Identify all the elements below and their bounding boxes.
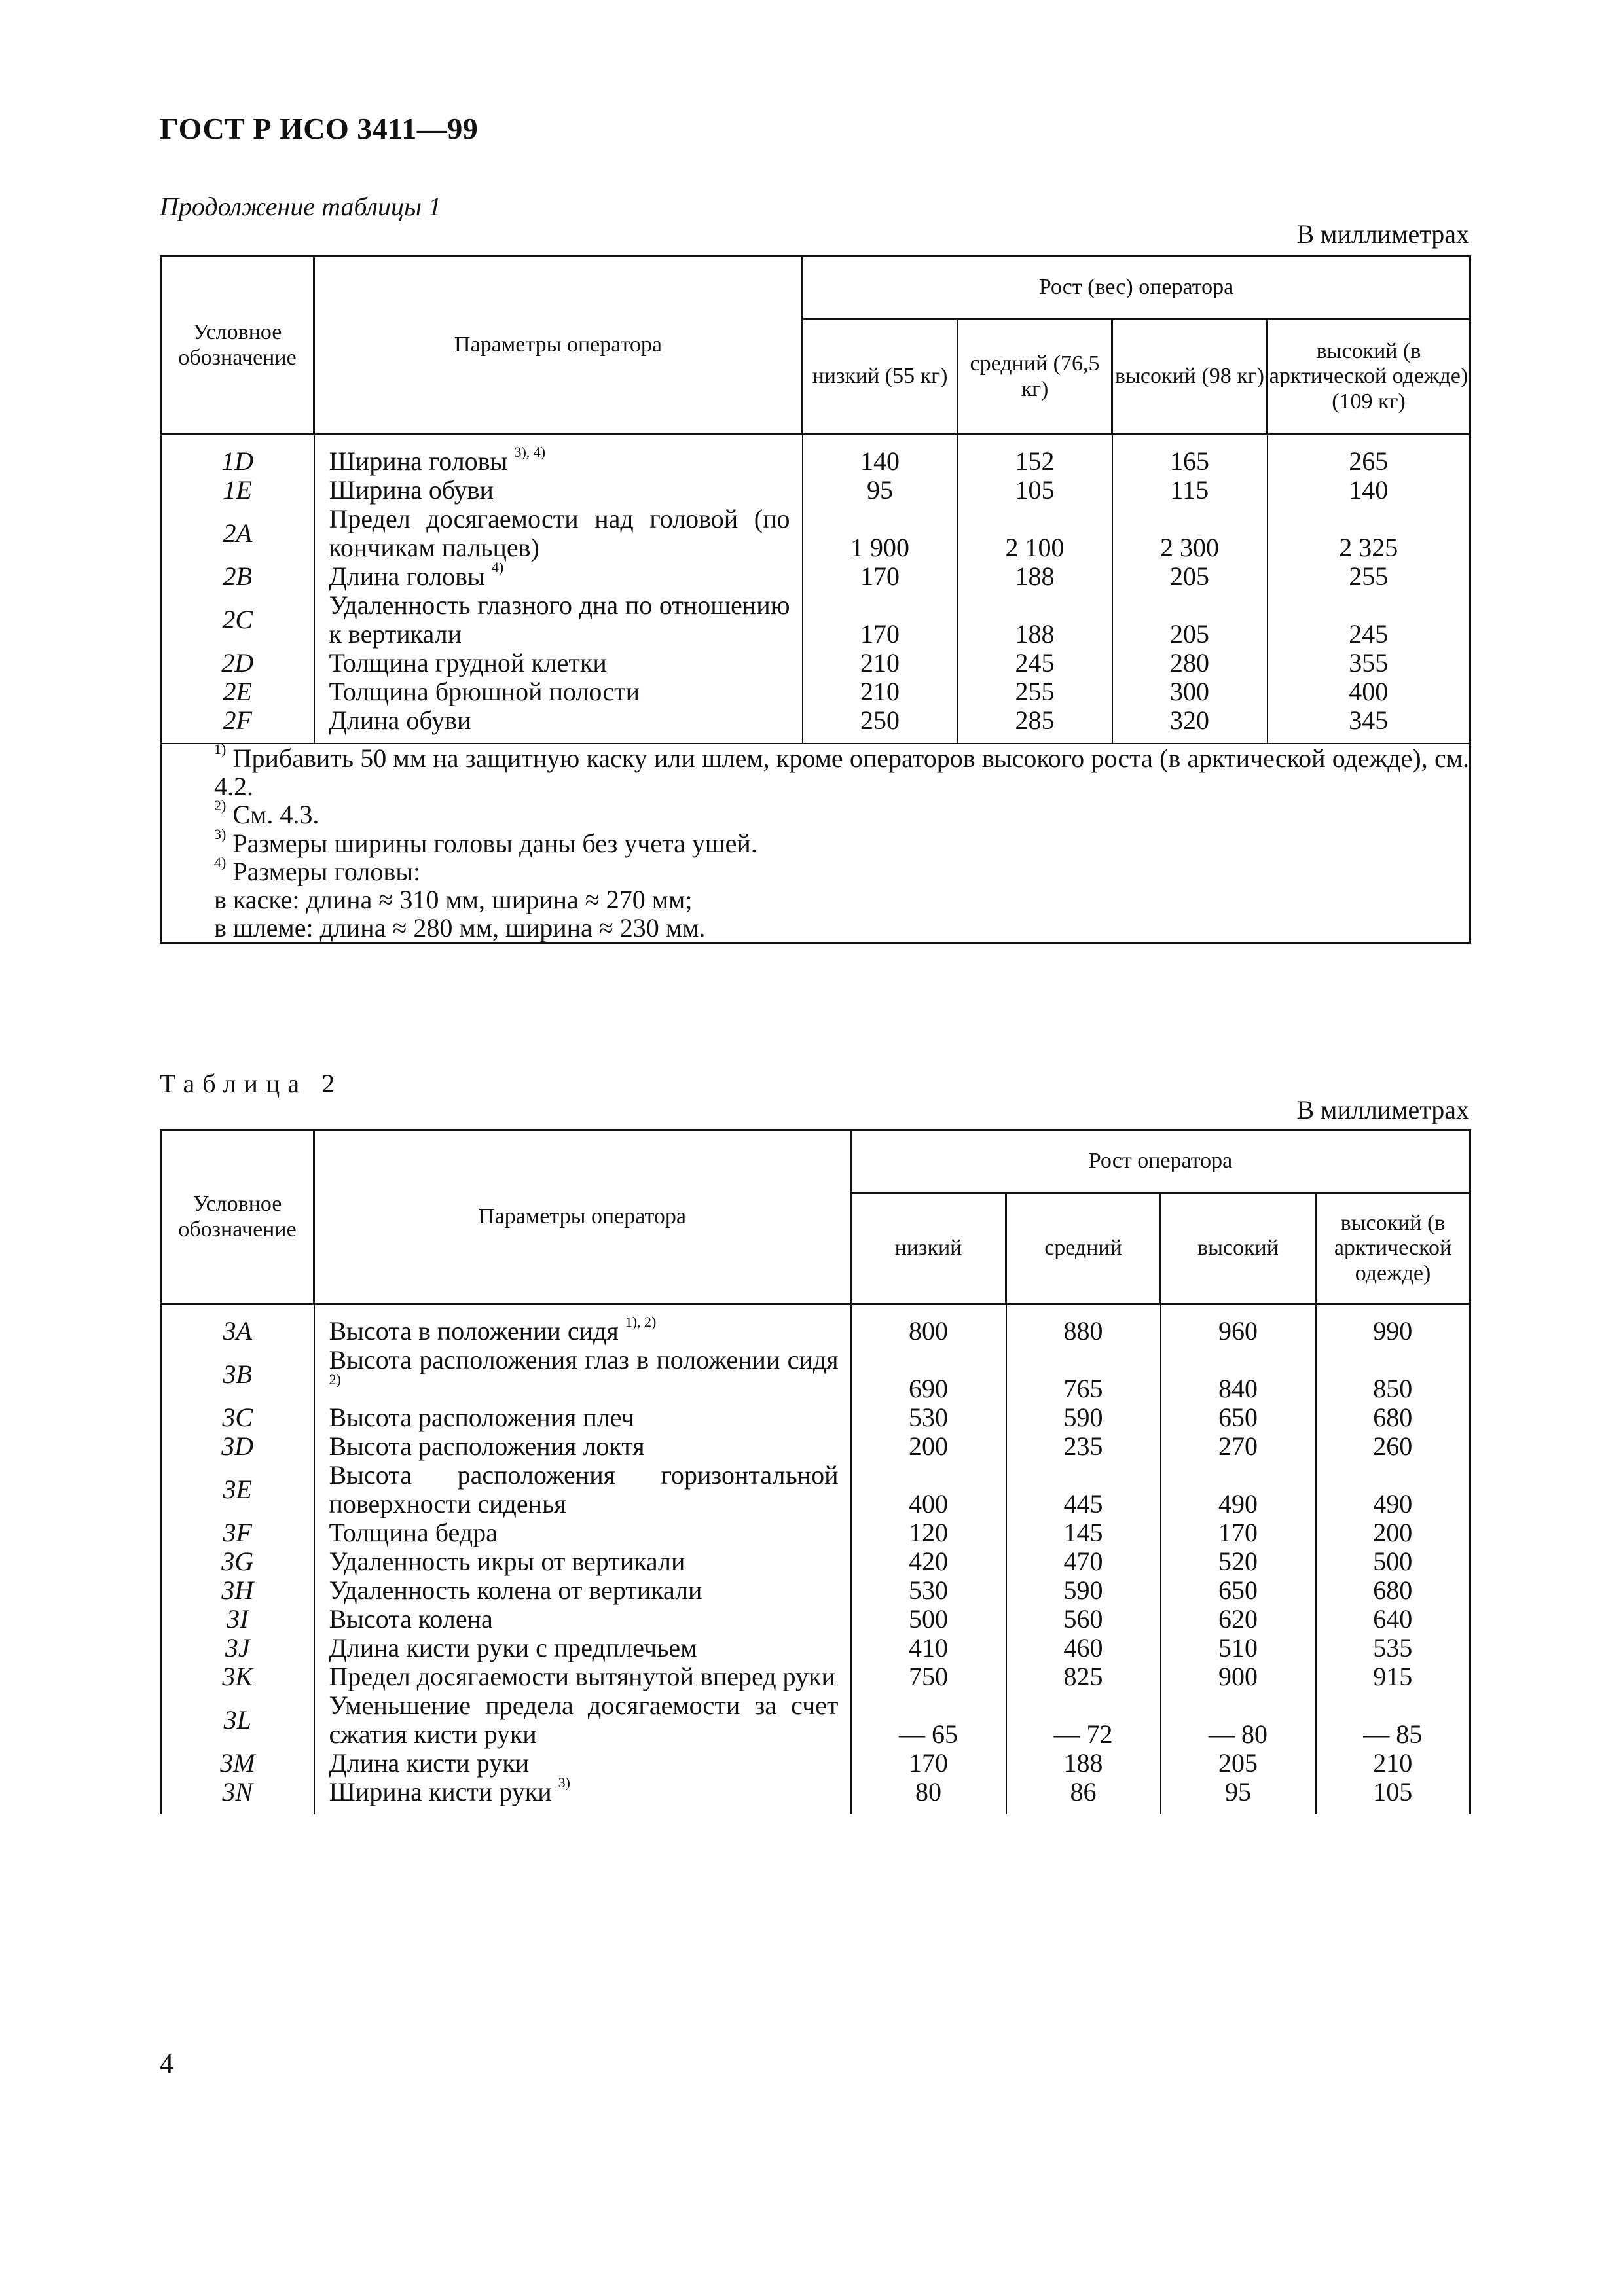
document-header: ГОСТ Р ИСО 3411—99 — [160, 112, 479, 145]
table1 — [160, 255, 1471, 944]
parameter-text: Предел досягаемости над головой (по кончикам пальцев) — [329, 504, 790, 562]
value-cell: 210 — [803, 677, 958, 706]
parameter-text: Удаленность колена от вертикали — [329, 1575, 702, 1605]
value-cell: 690 — [851, 1346, 1006, 1403]
table-row — [161, 677, 1470, 706]
value-cell: 105 — [958, 476, 1112, 505]
value-cell: 765 — [1006, 1346, 1161, 1403]
value-cell: 420 — [851, 1547, 1006, 1576]
value-cell: — 72 — [1006, 1691, 1161, 1749]
table1-caption: Продолжение таблицы 1 — [160, 192, 442, 221]
value-cell: 95 — [1161, 1778, 1316, 1814]
parameter-cell — [314, 476, 803, 505]
value-cell: 2 300 — [1112, 505, 1267, 562]
table-row — [161, 1605, 1470, 1634]
table2-subcol-header: высокий (в арктической одежде) — [1316, 1193, 1470, 1304]
parameter-text: Предел досягаемости вытянутой вперед руки — [329, 1662, 835, 1691]
value-cell: 140 — [803, 435, 958, 476]
table1-code-header: Условное обозначение — [161, 257, 314, 435]
value-cell: 750 — [851, 1662, 1006, 1691]
parameter-text: Уменьшение предела досягаемости за счет сжатия кисти руки — [329, 1691, 839, 1749]
table-row — [161, 505, 1470, 562]
parameter-text: Высота расположения горизонтальной поверхности сиденья — [329, 1460, 839, 1518]
footnote-1: $^{1)}$ Прибавить 50 мм на защитную каску или шлем, кроме операторов высокого роста (в арктической одежде), см. 4.2. — [214, 741, 1470, 802]
table-row — [161, 1346, 1470, 1403]
designation-cell: 3B — [161, 1346, 314, 1403]
table2-code-header: Условное обозначение — [161, 1130, 314, 1304]
parameter-cell — [314, 1691, 851, 1749]
parameter-cell — [314, 435, 803, 476]
value-cell: 915 — [1316, 1662, 1470, 1691]
parameter-text: Ширина обуви — [329, 475, 494, 505]
parameter-cell — [314, 1749, 851, 1778]
footnote-ref: 2) — [329, 1371, 341, 1388]
designation-cell: 1D — [161, 435, 314, 476]
parameter-cell — [314, 1304, 851, 1346]
value-cell: 188 — [958, 562, 1112, 591]
value-cell: 345 — [1267, 706, 1470, 744]
footnote-ref: 4) — [491, 559, 504, 575]
footnote-4-line-1: в каске: длина ≈ 310 мм, ширина ≈ 270 мм; — [214, 884, 693, 914]
parameter-text: Длина кисти руки с предплечьем — [329, 1633, 697, 1662]
table-row — [161, 435, 1470, 476]
table2-subcol-header: средний — [1006, 1193, 1161, 1304]
designation-cell: 3H — [161, 1576, 314, 1605]
parameter-cell — [314, 1576, 851, 1605]
parameter-cell — [314, 559, 803, 591]
value-cell: 255 — [1267, 562, 1470, 591]
designation-cell: 2D — [161, 649, 314, 677]
table-row — [161, 1691, 1470, 1749]
table-row — [161, 1304, 1470, 1346]
value-cell: 245 — [1267, 591, 1470, 649]
value-cell: 990 — [1316, 1304, 1470, 1346]
value-cell: 1 900 — [803, 505, 958, 562]
designation-cell: 3C — [161, 1403, 314, 1432]
designation-cell: 3M — [161, 1749, 314, 1778]
value-cell: 880 — [1006, 1304, 1161, 1346]
table1-group-header: Рост (вес) оператора — [803, 257, 1470, 319]
parameter-text: Высота колена — [329, 1604, 493, 1634]
designation-cell: 3D — [161, 1432, 314, 1461]
parameter-text: Длина головы — [329, 562, 485, 591]
value-cell: 500 — [1316, 1547, 1470, 1576]
designation-cell: 3N — [161, 1778, 314, 1814]
table-row — [161, 1403, 1470, 1432]
value-cell: 200 — [851, 1432, 1006, 1461]
parameter-text: Удаленность икры от вертикали — [329, 1547, 685, 1576]
value-cell: 680 — [1316, 1403, 1470, 1432]
value-cell: 400 — [1267, 677, 1470, 706]
value-cell: 120 — [851, 1518, 1006, 1547]
designation-cell: 1E — [161, 476, 314, 505]
value-cell: 825 — [1006, 1662, 1161, 1691]
footnote-ref: 3), 4) — [514, 444, 546, 460]
value-cell: 86 — [1006, 1778, 1161, 1814]
value-cell: 680 — [1316, 1576, 1470, 1605]
value-cell: 445 — [1006, 1461, 1161, 1518]
table-row — [161, 1662, 1470, 1691]
parameter-text: Высота расположения глаз в положении сидя — [329, 1345, 839, 1374]
parameter-cell — [314, 591, 803, 649]
value-cell: 590 — [1006, 1403, 1161, 1432]
value-cell: 520 — [1161, 1547, 1316, 1576]
designation-cell: 3K — [161, 1662, 314, 1691]
value-cell: 205 — [1112, 562, 1267, 591]
table1-subcol-header: низкий (55 кг) — [803, 319, 958, 435]
footnote-ref: 3) — [558, 1774, 570, 1791]
parameter-cell — [314, 1461, 851, 1518]
table-row — [161, 1778, 1470, 1814]
value-cell: 210 — [1316, 1749, 1470, 1778]
value-cell: 205 — [1161, 1749, 1316, 1778]
value-cell: 560 — [1006, 1605, 1161, 1634]
table2-body — [161, 1304, 1470, 1815]
footnote-ref: 1), 2) — [625, 1314, 657, 1330]
designation-cell: 3I — [161, 1605, 314, 1634]
table2 — [160, 1129, 1471, 1814]
designation-cell: 2A — [161, 505, 314, 562]
value-cell: 270 — [1161, 1432, 1316, 1461]
value-cell: 170 — [803, 562, 958, 591]
parameter-text: Высота расположения плеч — [329, 1403, 634, 1432]
value-cell: 320 — [1112, 706, 1267, 744]
table1-units: В миллиметрах — [1296, 219, 1469, 249]
parameter-cell — [314, 1634, 851, 1662]
designation-cell: 2B — [161, 562, 314, 591]
parameter-cell — [314, 505, 803, 562]
value-cell: 80 — [851, 1778, 1006, 1814]
table1-param-header: Параметры оператора — [314, 257, 803, 435]
parameter-text: Ширина кисти руки — [329, 1777, 552, 1806]
parameter-cell — [314, 1774, 851, 1814]
value-cell: 400 — [851, 1461, 1006, 1518]
footnote-4: $^{4)}$ Размеры головы: — [214, 853, 421, 886]
value-cell: 960 — [1161, 1304, 1316, 1346]
value-cell: 300 — [1112, 677, 1267, 706]
parameter-cell — [314, 1662, 851, 1691]
table1-notes — [161, 741, 1470, 943]
table1-subcol-header: высокий (98 кг) — [1112, 319, 1267, 435]
table-row — [161, 1634, 1470, 1662]
table-row — [161, 1547, 1470, 1576]
parameter-text: Ширина головы — [329, 446, 508, 476]
value-cell: 590 — [1006, 1576, 1161, 1605]
table-row — [161, 1518, 1470, 1547]
table1-body — [161, 435, 1470, 744]
value-cell: 2 100 — [958, 505, 1112, 562]
designation-cell: 2C — [161, 591, 314, 649]
table-row — [161, 1461, 1470, 1518]
designation-cell: 2E — [161, 677, 314, 706]
value-cell: 500 — [851, 1605, 1006, 1634]
table-row — [161, 562, 1470, 591]
value-cell: 470 — [1006, 1547, 1161, 1576]
parameter-cell — [314, 1547, 851, 1576]
parameter-text: Удаленность глазного дна по отношению к вертикали — [329, 590, 790, 649]
value-cell: 250 — [803, 706, 958, 744]
table-row — [161, 706, 1470, 744]
parameter-cell — [314, 1518, 851, 1547]
parameter-text: Высота в положении сидя — [329, 1316, 619, 1346]
table-row — [161, 1576, 1470, 1605]
value-cell: — 80 — [1161, 1691, 1316, 1749]
value-cell: 800 — [851, 1304, 1006, 1346]
parameter-cell — [314, 1432, 851, 1461]
designation-cell: 3A — [161, 1304, 314, 1346]
value-cell: 165 — [1112, 435, 1267, 476]
value-cell: — 65 — [851, 1691, 1006, 1749]
value-cell: 410 — [851, 1634, 1006, 1662]
parameter-text: Высота расположения локтя — [329, 1431, 645, 1461]
value-cell: 530 — [851, 1403, 1006, 1432]
value-cell: 900 — [1161, 1662, 1316, 1691]
designation-cell: 3L — [161, 1691, 314, 1749]
designation-cell: 3G — [161, 1547, 314, 1576]
value-cell: 245 — [958, 649, 1112, 677]
value-cell: 620 — [1161, 1605, 1316, 1634]
page-number: 4 — [160, 2049, 173, 2079]
value-cell: 145 — [1006, 1518, 1161, 1547]
value-cell: 355 — [1267, 649, 1470, 677]
parameter-cell — [314, 1605, 851, 1634]
value-cell: 650 — [1161, 1576, 1316, 1605]
parameter-cell — [314, 677, 803, 706]
table1-subcol-header: средний (76,5 кг) — [958, 319, 1112, 435]
value-cell: 255 — [958, 677, 1112, 706]
table-row — [161, 591, 1470, 649]
value-cell: 260 — [1316, 1432, 1470, 1461]
value-cell: 235 — [1006, 1432, 1161, 1461]
value-cell: 95 — [803, 476, 958, 505]
value-cell: 850 — [1316, 1346, 1470, 1403]
value-cell: 510 — [1161, 1634, 1316, 1662]
value-cell: 140 — [1267, 476, 1470, 505]
parameter-text: Длина кисти руки — [329, 1748, 530, 1778]
footnote-4-line-2: в шлеме: длина ≈ 280 мм, ширина ≈ 230 мм. — [214, 913, 706, 943]
parameter-text: Толщина брюшной полости — [329, 677, 640, 706]
table2-caption: Таблица 2 — [160, 1069, 343, 1098]
footnote-3: $^{3)}$ Размеры ширины головы даны без учета ушей. — [214, 825, 757, 858]
table2-subcol-header: высокий — [1161, 1193, 1316, 1304]
table2-param-header: Параметры оператора — [314, 1130, 851, 1304]
table-row — [161, 649, 1470, 677]
value-cell: 152 — [958, 435, 1112, 476]
parameter-text: Толщина бедра — [329, 1518, 498, 1547]
value-cell: 640 — [1316, 1605, 1470, 1634]
designation-cell: 3F — [161, 1518, 314, 1547]
value-cell: 2 325 — [1267, 505, 1470, 562]
table2-group-header: Рост оператора — [851, 1130, 1470, 1193]
value-cell: 280 — [1112, 649, 1267, 677]
value-cell: 530 — [851, 1576, 1006, 1605]
value-cell: 490 — [1316, 1461, 1470, 1518]
table2-subcol-header: низкий — [851, 1193, 1006, 1304]
parameter-cell — [314, 1403, 851, 1432]
designation-cell: 3E — [161, 1461, 314, 1518]
parameter-text: Длина обуви — [329, 706, 471, 735]
designation-cell: 2F — [161, 706, 314, 744]
value-cell: 285 — [958, 706, 1112, 744]
parameter-cell — [314, 706, 803, 744]
value-cell: 535 — [1316, 1634, 1470, 1662]
value-cell: 460 — [1006, 1634, 1161, 1662]
parameter-cell — [314, 649, 803, 677]
value-cell: 490 — [1161, 1461, 1316, 1518]
value-cell: 105 — [1316, 1778, 1470, 1814]
value-cell: — 85 — [1316, 1691, 1470, 1749]
value-cell: 115 — [1112, 476, 1267, 505]
value-cell: 170 — [803, 591, 958, 649]
parameter-cell — [314, 1346, 851, 1403]
value-cell: 170 — [1161, 1518, 1316, 1547]
table-row — [161, 476, 1470, 505]
value-cell: 188 — [1006, 1749, 1161, 1778]
parameter-text: Толщина грудной клетки — [329, 648, 607, 677]
table1-subcol-header: высокий (в арктической одежде) (109 кг) — [1267, 319, 1470, 435]
footnote-2: $^{2)}$ См. 4.3. — [214, 797, 319, 830]
value-cell: 650 — [1161, 1403, 1316, 1432]
designation-cell: 3J — [161, 1634, 314, 1662]
table-row — [161, 1749, 1470, 1778]
value-cell: 210 — [803, 649, 958, 677]
value-cell: 188 — [958, 591, 1112, 649]
value-cell: 170 — [851, 1749, 1006, 1778]
value-cell: 840 — [1161, 1346, 1316, 1403]
value-cell: 200 — [1316, 1518, 1470, 1547]
value-cell: 205 — [1112, 591, 1267, 649]
table2-units: В миллиметрах — [1296, 1095, 1469, 1124]
table-row — [161, 1432, 1470, 1461]
value-cell: 265 — [1267, 435, 1470, 476]
